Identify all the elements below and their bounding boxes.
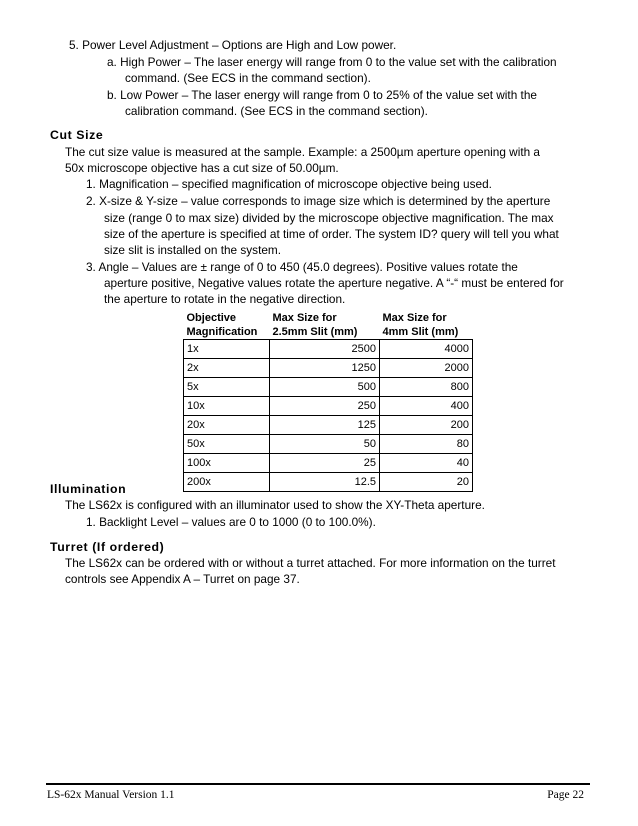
cell-4mm: 400	[380, 397, 473, 416]
cell-4mm: 40	[380, 454, 473, 473]
cell-magnification: 20x	[184, 416, 270, 435]
table-row	[184, 378, 473, 397]
table-row	[184, 397, 473, 416]
cell-25mm: 50	[270, 435, 380, 454]
xy-size-line-2: size (range 0 to max size) divided by the microscope objective magnification. The max	[104, 211, 554, 225]
cell-4mm: 4000	[380, 340, 473, 359]
illumination-heading: Illumination	[50, 482, 127, 496]
cell-4mm: 200	[380, 416, 473, 435]
cell-4mm: 800	[380, 378, 473, 397]
table-row	[184, 473, 473, 492]
cell-25mm: 25	[270, 454, 380, 473]
cut-size-intro-1: The cut size value is measured at the sample. Example: a 2500µm aperture opening with a	[65, 145, 540, 159]
cell-magnification: 50x	[184, 435, 270, 454]
low-power-line-1: b. Low Power – The laser energy will range from 0 to 25% of the value set with the	[107, 88, 537, 102]
low-power-line-2: calibration command. (See ECS in the command section).	[125, 104, 428, 118]
header-25mm-l1: Max Size for	[272, 312, 337, 324]
slit-size-table	[183, 311, 473, 492]
xy-size-line-1: 2. X-size & Y-size – value corresponds to image size which is determined by the aperture	[86, 194, 551, 208]
header-25mm-l2: 2.5mm Slit (mm)	[272, 326, 358, 338]
cell-magnification: 10x	[184, 397, 270, 416]
turret-heading: Turret (If ordered)	[50, 540, 165, 554]
turret-line-2: controls see Appendix A – Turret on page 37.	[65, 572, 300, 586]
header-objective-l1: Objective	[186, 312, 237, 324]
cell-25mm: 2500	[270, 340, 380, 359]
backlight-item: 1. Backlight Level – values are 0 to 1000 (0 to 100.0%).	[86, 515, 376, 529]
cell-25mm: 1250	[270, 359, 380, 378]
footer-divider	[46, 783, 590, 785]
footer-page-number: Page 22	[547, 789, 584, 801]
header-4mm-l2: 4mm Slit (mm)	[382, 326, 459, 338]
cell-magnification: 1x	[184, 340, 270, 359]
cell-25mm: 125	[270, 416, 380, 435]
header-25mm	[270, 311, 380, 340]
table-row	[184, 435, 473, 454]
cell-4mm: 80	[380, 435, 473, 454]
table-header-row	[184, 311, 473, 340]
header-4mm	[380, 311, 473, 340]
high-power-line-2: command. (See ECS in the command section).	[125, 71, 371, 85]
cell-25mm: 250	[270, 397, 380, 416]
table-row	[184, 416, 473, 435]
illumination-intro: The LS62x is configured with an illuminator used to show the XY-Theta aperture.	[65, 498, 485, 512]
header-objective	[184, 311, 270, 340]
high-power-line-1: a. High Power – The laser energy will range from 0 to the value set with the calibration	[107, 55, 557, 69]
header-4mm-l1: Max Size for	[382, 312, 447, 324]
angle-line-3: the aperture to rotate in the negative direction.	[104, 292, 346, 306]
cell-25mm: 500	[270, 378, 380, 397]
table-row	[184, 340, 473, 359]
cell-4mm: 2000	[380, 359, 473, 378]
magnification-item: 1. Magnification – specified magnification of microscope objective being used.	[86, 177, 492, 191]
table-row	[184, 359, 473, 378]
footer-manual-version: LS-62x Manual Version 1.1	[47, 789, 175, 801]
power-level-item: 5. Power Level Adjustment – Options are High and Low power.	[69, 38, 397, 52]
xy-size-line-3: size of the aperture is specified at time of order. The system ID? query will tell you what	[104, 227, 559, 241]
cell-25mm: 12.5	[270, 473, 380, 492]
header-objective-l2: Magnification	[186, 326, 258, 338]
table-row	[184, 454, 473, 473]
angle-line-2: aperture positive, Negative values rotate the aperture negative. A “-“ must be entered for	[104, 276, 564, 290]
xy-size-line-4: size slit is installed on the system.	[104, 243, 282, 257]
angle-line-1: 3. Angle – Values are ± range of 0 to 450 (45.0 degrees). Positive values rotate the	[86, 260, 518, 274]
turret-line-1: The LS62x can be ordered with or without a turret attached. For more information on the turret	[65, 556, 556, 570]
cell-magnification: 100x	[184, 454, 270, 473]
cut-size-heading: Cut Size	[50, 128, 104, 142]
cell-4mm: 20	[380, 473, 473, 492]
cell-magnification: 2x	[184, 359, 270, 378]
cell-magnification: 5x	[184, 378, 270, 397]
cell-magnification: 200x	[184, 473, 270, 492]
cut-size-intro-2: 50x microscope objective has a cut size of 50.00µm.	[65, 161, 339, 175]
